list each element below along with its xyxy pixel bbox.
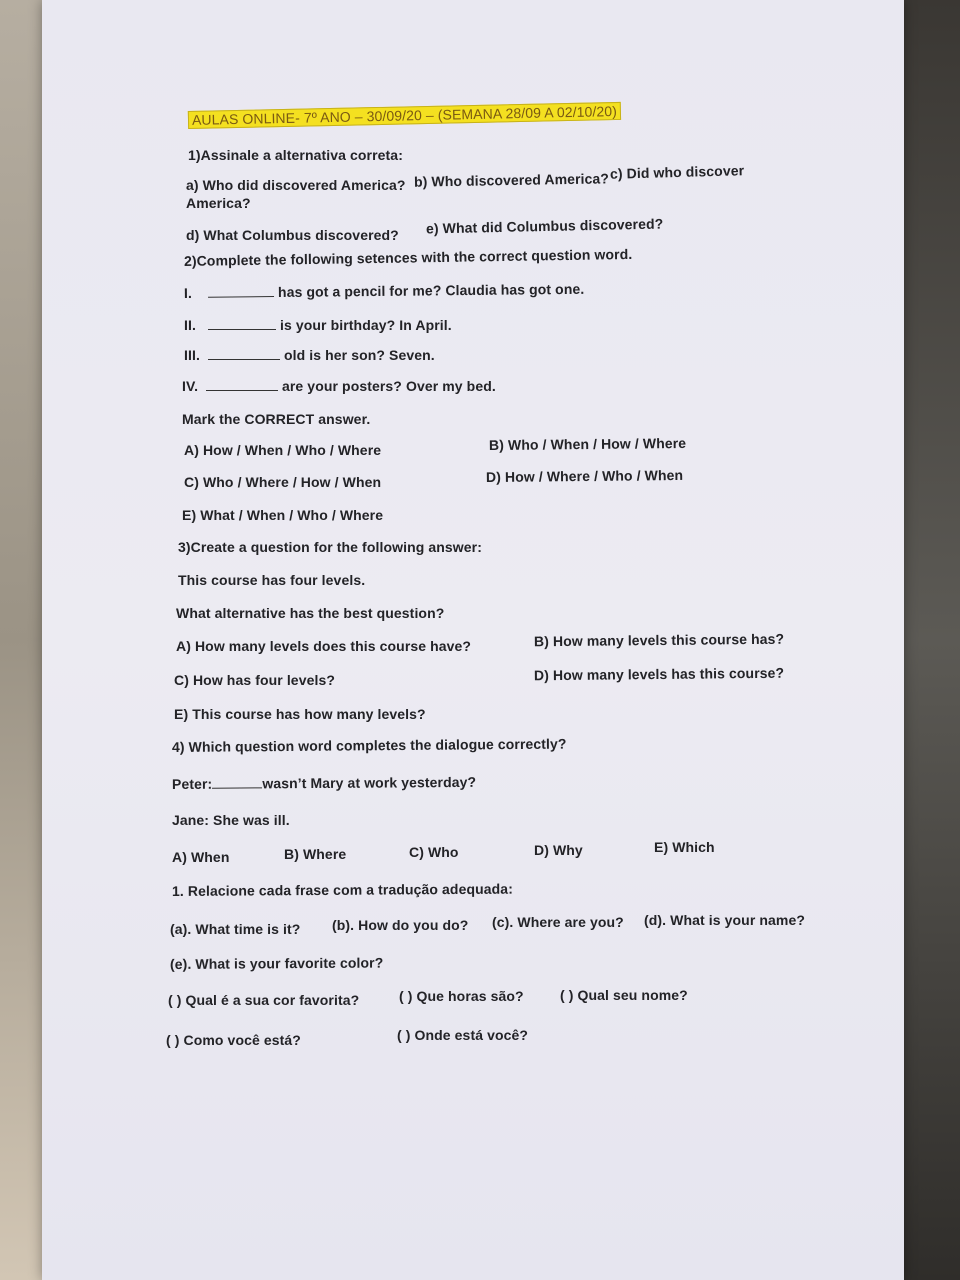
q2-option-c: C) Who / Where / How / When xyxy=(184,474,382,490)
q3-option-d: D) How many levels has this course? xyxy=(533,664,785,684)
q1-option-a: a) Who did discovered America? xyxy=(186,177,406,193)
answer-blank[interactable] xyxy=(208,317,276,330)
q1-title: 1)Assinale a alternativa correta: xyxy=(188,147,403,163)
q5-title: 1. Relacione cada frase com a tradução adequada: xyxy=(171,880,513,899)
answer-blank[interactable] xyxy=(206,378,278,391)
q2-mark-instruction: Mark the CORRECT answer. xyxy=(182,411,371,427)
worksheet-header: AULAS ONLINE- 7º ANO – 30/09/20 – (SEMANA 28/09 A 02/10/20) xyxy=(188,102,621,129)
q4-option-c: C) Who xyxy=(409,844,459,860)
q2-option-a: A) How / When / Who / Where xyxy=(184,442,382,458)
q4-peter-text: wasn’t Mary at work yesterday? xyxy=(262,773,477,792)
q3-answer: This course has four levels. xyxy=(178,572,366,588)
q3-option-c: C) How has four levels? xyxy=(174,672,335,688)
q5-answer-name[interactable]: ( ) Qual seu nome? xyxy=(560,987,688,1003)
q5-phrase-a: (a). What time is it? xyxy=(170,921,301,937)
q5-answer-where-are-you[interactable]: ( ) Onde está você? xyxy=(397,1027,529,1043)
answer-blank[interactable] xyxy=(208,347,280,360)
q5-answer-what-time[interactable]: ( ) Que horas são? xyxy=(399,988,524,1004)
q4-peter-label: Peter: xyxy=(171,775,213,792)
q4-peter-line xyxy=(172,774,476,792)
answer-blank[interactable] xyxy=(212,775,262,788)
q4-option-d: D) Why xyxy=(534,842,583,858)
q1-option-c-continued: America? xyxy=(186,195,251,211)
q2-item-1 xyxy=(184,281,584,301)
q4-option-e: E) Which xyxy=(654,839,715,855)
q2-item-2 xyxy=(184,317,452,333)
q2-item-3-text: old is her son? Seven. xyxy=(284,347,435,363)
q3-option-a: A) How many levels does this course have? xyxy=(176,638,472,654)
q2-item-1-text: has got a pencil for me? Claudia has got one. xyxy=(277,280,585,301)
q4-option-a: A) When xyxy=(172,849,230,865)
q2-item-4-num: IV. xyxy=(182,378,199,394)
q2-item-4-text: are your posters? Over my bed. xyxy=(282,378,496,394)
q3-option-e: E) This course has how many levels? xyxy=(174,706,426,722)
q2-item-4 xyxy=(182,378,496,394)
q3-title: 3)Create a question for the following answer: xyxy=(178,539,482,555)
q2-title: 2)Complete the following setences with the correct question word. xyxy=(183,245,633,269)
q3-prompt: What alternative has the best question? xyxy=(176,605,445,621)
q5-phrase-c: (c). Where are you? xyxy=(492,914,624,930)
q4-title: 4) Which question word completes the dialogue correctly? xyxy=(171,735,567,755)
q1-option-e: e) What did Columbus discovered? xyxy=(425,215,664,237)
q2-item-2-text: is your birthday? In April. xyxy=(280,317,452,333)
q5-phrase-b: (b). How do you do? xyxy=(332,917,469,933)
q5-answer-favorite-color[interactable]: ( ) Qual é a sua cor favorita? xyxy=(168,992,360,1008)
q1-option-d: d) What Columbus discovered? xyxy=(186,227,399,243)
q2-item-2-num: II. xyxy=(184,317,196,333)
q2-option-d: D) How / Where / Who / When xyxy=(485,466,684,486)
q1-option-c: c) Did who discover xyxy=(609,162,745,182)
q5-answer-how-are-you[interactable]: ( ) Como você está? xyxy=(166,1032,301,1048)
worksheet-paper xyxy=(42,0,904,1280)
q3-option-b: B) How many levels this course has? xyxy=(533,630,785,650)
answer-blank[interactable] xyxy=(208,284,274,298)
q4-option-b: B) Where xyxy=(284,846,347,862)
background-left xyxy=(0,0,48,1280)
q2-item-3 xyxy=(184,347,435,363)
q1-option-b: b) Who discovered America? xyxy=(413,170,610,190)
q4-jane-line: Jane: She was ill. xyxy=(172,812,290,828)
q2-option-b: B) Who / When / How / Where xyxy=(488,434,687,454)
q2-item-3-num: III. xyxy=(184,347,200,363)
q2-item-1-num: I. xyxy=(183,284,193,301)
q2-option-e: E) What / When / Who / Where xyxy=(182,507,384,523)
q5-phrase-e: (e). What is your favorite color? xyxy=(169,954,384,972)
q5-phrase-d: (d). What is your name? xyxy=(644,912,805,928)
